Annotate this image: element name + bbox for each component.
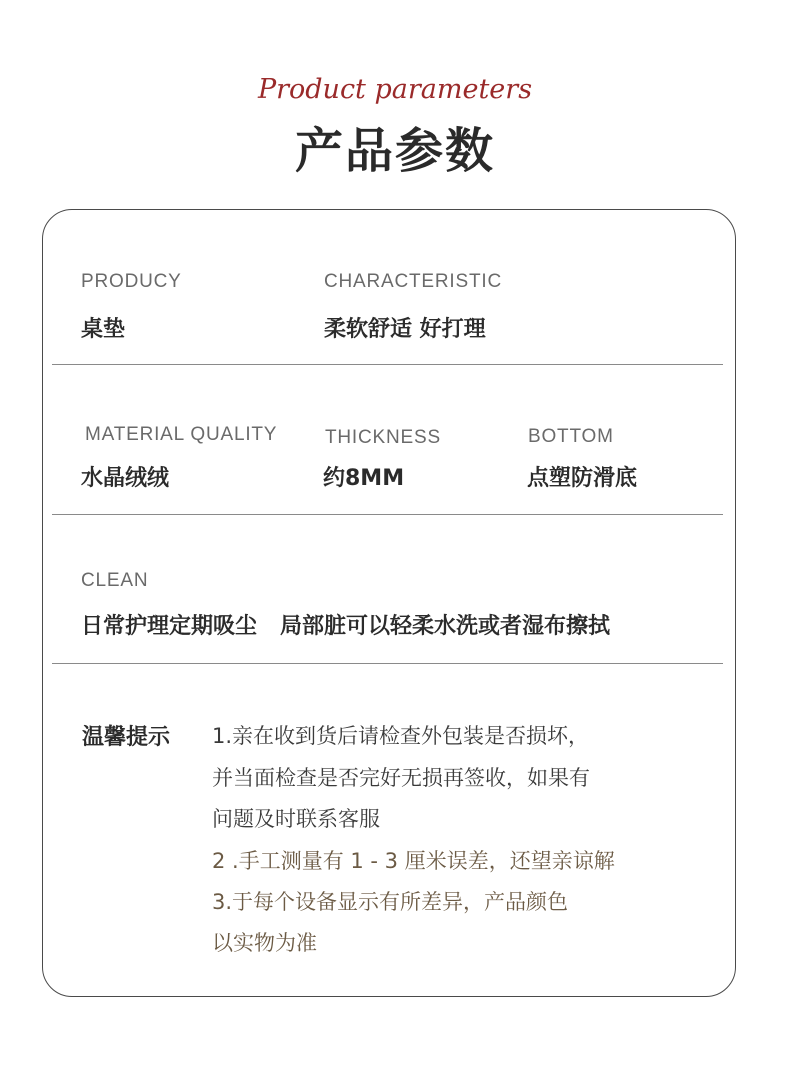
characteristic-label: CHARACTERISTIC: [324, 271, 502, 292]
divider: [52, 514, 723, 515]
bottom-value: 点塑防滑底: [527, 466, 638, 491]
tip-line: 问题及时联系客服: [212, 807, 380, 831]
tip-line: 2 .手工测量有 1 - 3 厘米误差，还望亲谅解: [212, 849, 615, 873]
script-subtitle: Product parameters: [257, 74, 533, 105]
characteristic-value: 柔软舒适 好打理: [324, 317, 486, 342]
divider: [52, 663, 723, 664]
material-value: 水晶绒绒: [81, 466, 170, 491]
clean-value: 日常护理定期吸尘 局部脏可以轻柔水洗或者湿布擦拭: [81, 614, 610, 639]
divider: [52, 364, 723, 365]
material-label: MATERIAL QUALITY: [85, 424, 278, 445]
tip-line: 以实物为准: [212, 931, 317, 955]
clean-label: CLEAN: [81, 570, 149, 591]
tip-line: 3.于每个设备显示有所差异，产品颜色: [212, 890, 569, 914]
tips-heading: 温馨提示: [82, 725, 171, 750]
product-value: 桌垫: [81, 317, 126, 342]
tip-line: 1.亲在收到货后请检查外包装是否损坏，: [212, 724, 590, 748]
bottom-label: BOTTOM: [528, 426, 614, 447]
product-label: PRODUCY: [81, 271, 182, 292]
page-title: 产品参数: [294, 123, 495, 179]
thickness-label: THICKNESS: [325, 427, 441, 448]
thickness-value: 约8MM: [323, 466, 405, 491]
tip-line: 并当面检查是否完好无损再签收，如果有: [212, 766, 590, 790]
